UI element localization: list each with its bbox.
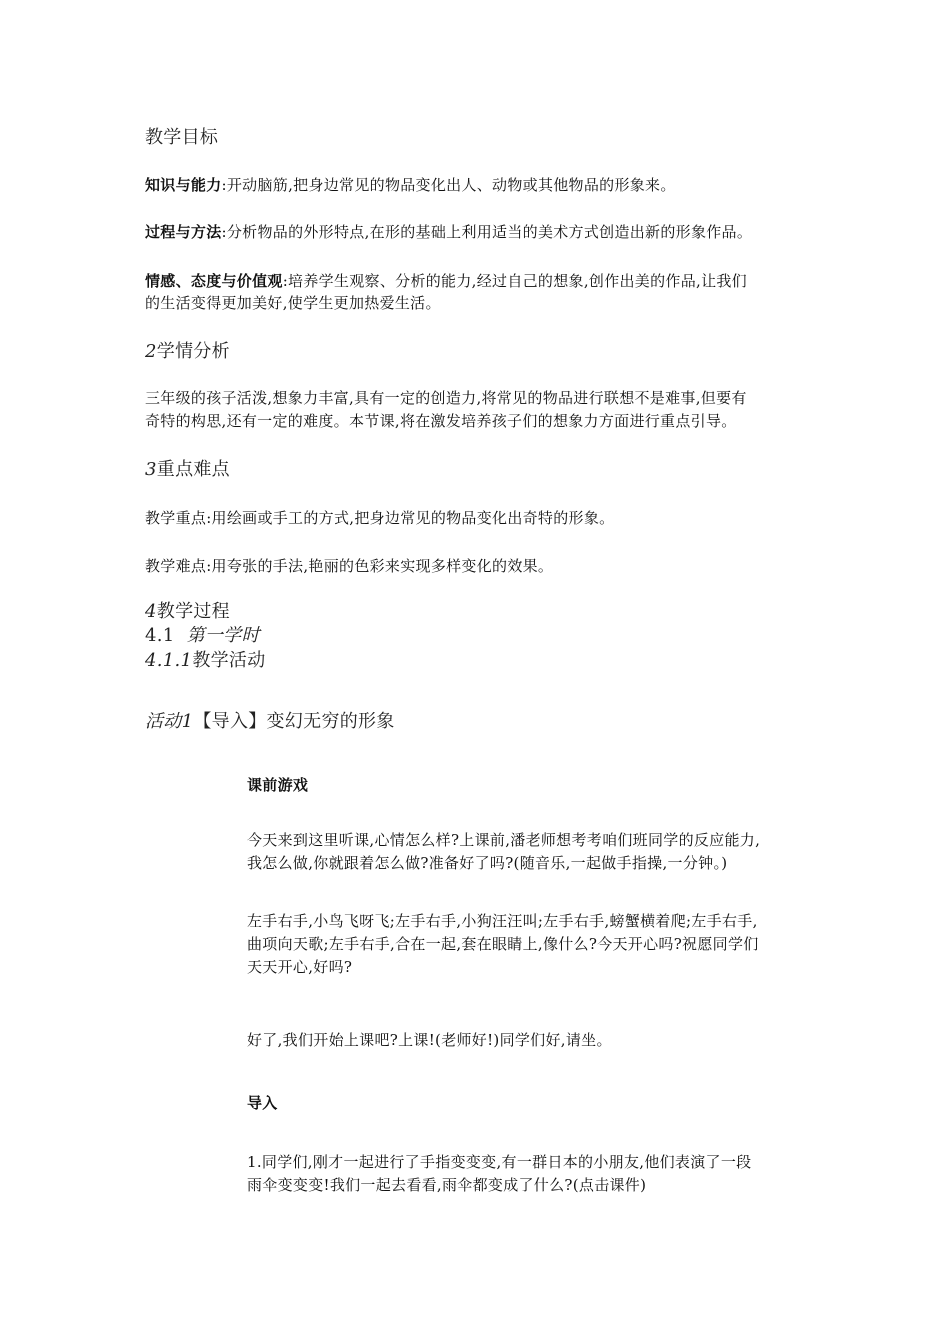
text: :分析物品的外形特点,在形的基础上利用适当的美术方式创造出新的形象作品。 xyxy=(221,223,753,241)
num: 4.1 xyxy=(145,625,175,646)
warmup-line: 我怎么做,你就跟着怎么做?准备好了吗?(随音乐,一起做手指操,一分钟。) xyxy=(247,854,728,872)
warmup-line: 天天开心,好吗? xyxy=(247,958,353,976)
objective-knowledge xyxy=(145,175,676,195)
title: 导入 xyxy=(247,1094,278,1112)
warmup-line: 今天来到这里听课,心情怎么样?上课前,潘老师想考考咱们班同学的反应能力, xyxy=(247,831,761,849)
section-title-keypoints xyxy=(145,458,230,482)
warmup-title xyxy=(247,775,308,795)
text: :培养学生观察、分析的能力,经过自己的想象,创作出美的作品,让我们 xyxy=(282,272,747,290)
objective-emotion xyxy=(145,271,747,291)
prefix: 活动1 xyxy=(145,711,194,732)
label: 知识与能力 xyxy=(145,176,222,194)
section-title-objectives: 教学目标 xyxy=(145,127,219,148)
subsubsection-title xyxy=(145,649,266,673)
text: :开动脑筋,把身边常见的物品变化出人、动物或其他物品的形象来。 xyxy=(221,176,676,194)
title: 教学活动 xyxy=(192,650,266,671)
analysis-line: 三年级的孩子活泼,想象力丰富,具有一定的创造力,将常见的物品进行联想不是难事,但要有 xyxy=(145,389,747,407)
analysis-line: 奇特的构思,还有一定的难度。本节课,将在激发培养孩子们的想象力方面进行重点引导。 xyxy=(145,412,737,430)
warmup-line: 左手右手,小鸟飞呀飞;左手右手,小狗汪汪叫;左手右手,螃蟹横着爬;左手右手, xyxy=(247,912,758,930)
intro-line: 雨伞变变变!我们一起去看看,雨伞都变成了什么?(点击课件) xyxy=(247,1176,647,1194)
intro-title xyxy=(247,1093,278,1113)
title: 重点难点 xyxy=(156,459,230,480)
objective-emotion-cont: 的生活变得更加美好,使学生更加热爱生活。 xyxy=(145,294,441,312)
key-focus: 教学重点:用绘画或手工的方式,把身边常见的物品变化出奇特的形象。 xyxy=(145,509,615,527)
label: 情感、态度与价值观 xyxy=(145,272,283,290)
title: 学情分析 xyxy=(156,341,230,362)
title: 第一学时 xyxy=(186,625,260,646)
intro-line: 1.同学们,刚才一起进行了手指变变变,有一群日本的小朋友,他们表演了一段 xyxy=(247,1153,752,1171)
title: 课前游戏 xyxy=(247,776,309,794)
objective-process xyxy=(145,222,752,242)
subsection-title xyxy=(145,624,260,648)
key-difficulty: 教学难点:用夸张的手法,艳丽的色彩来实现多样变化的效果。 xyxy=(145,557,554,575)
title: 【导入】变幻无穷的形象 xyxy=(193,711,395,732)
warmup-line: 好了,我们开始上课吧?上课!(老师好!)同学们好,请坐。 xyxy=(247,1031,612,1049)
num: 4 xyxy=(145,601,157,622)
section-title-analysis xyxy=(145,340,230,364)
num: 3 xyxy=(145,459,157,480)
num: 4.1.1 xyxy=(145,650,193,671)
title: 教学过程 xyxy=(156,601,230,622)
num: 2 xyxy=(145,341,157,362)
activity-title xyxy=(145,710,395,734)
label: 过程与方法 xyxy=(145,223,222,241)
warmup-line: 曲项向天歌;左手右手,合在一起,套在眼睛上,像什么?今天开心吗?祝愿同学们 xyxy=(247,935,759,953)
section-title-process xyxy=(145,600,230,624)
